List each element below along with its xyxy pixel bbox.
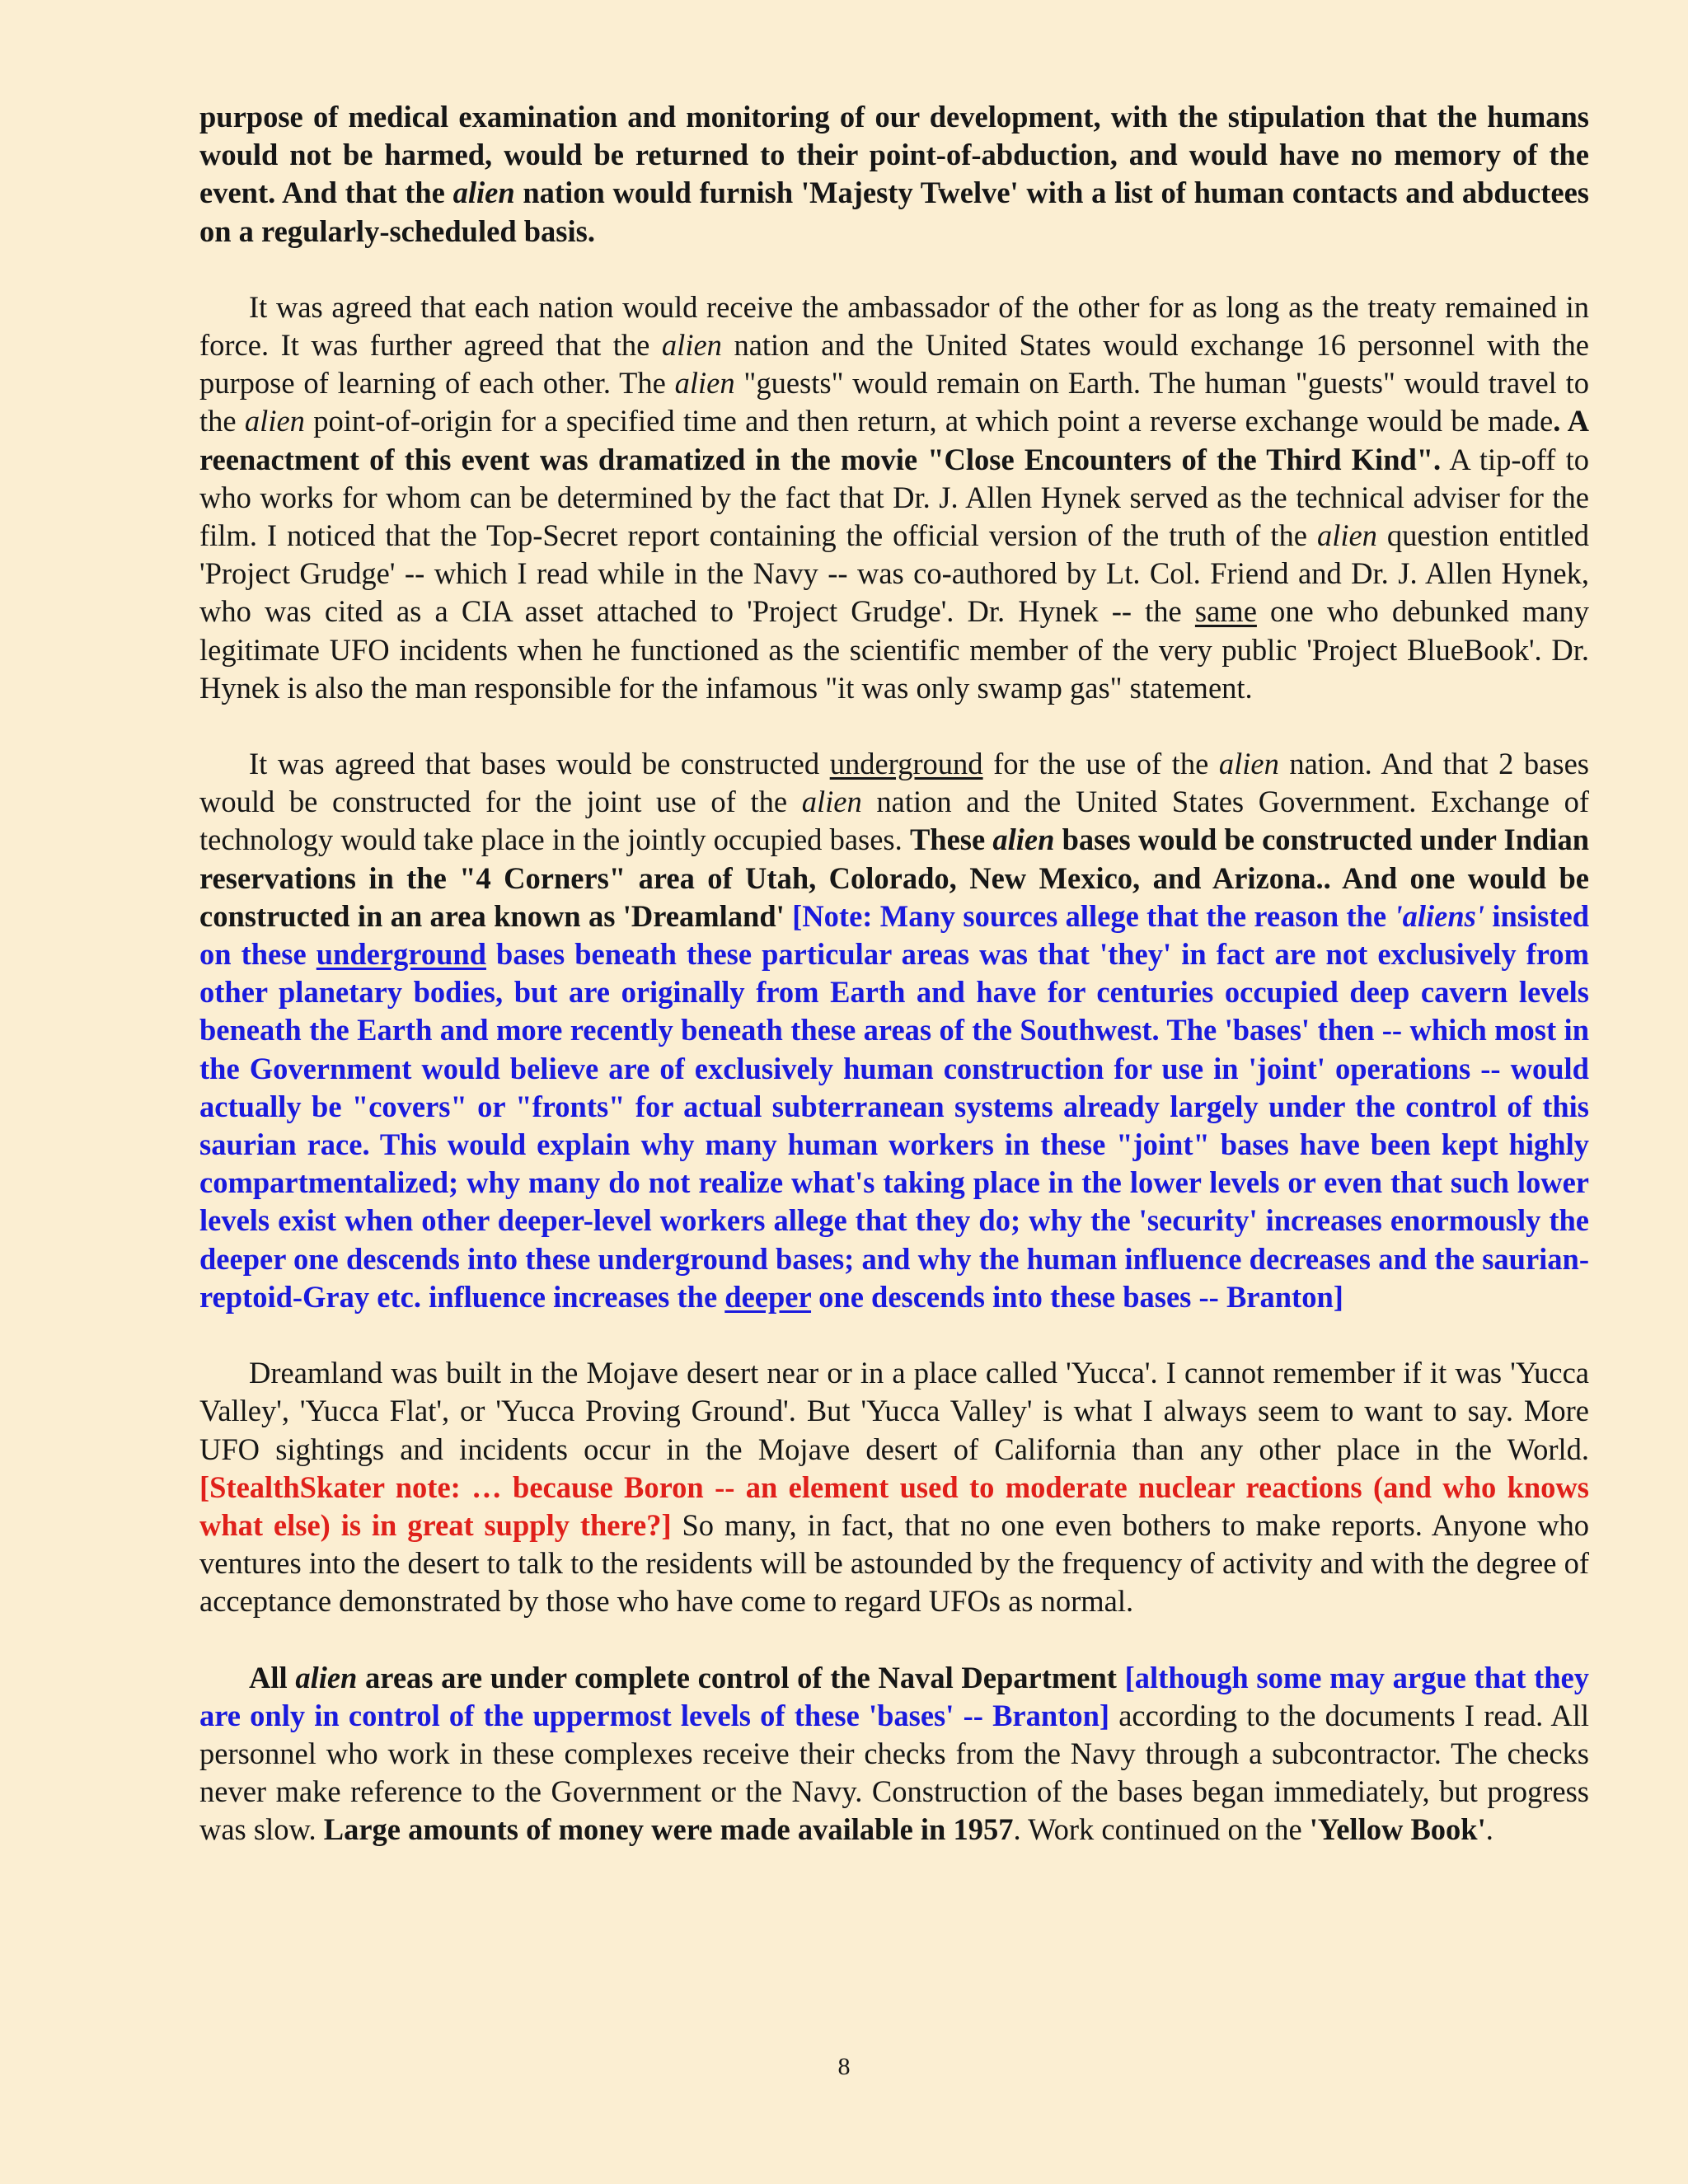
- text-span: So many, in fact, that no one even bothers to make reports. Anyone who ventures into the desert to talk to the residents will be astounded by the frequency of activity and with the degree of acceptance demonstrated by those who have come to regard UFOs as normal.: [199, 1507, 1589, 1619]
- text-span: It was agreed that each nation would receive the ambassador of the other for as long as the treaty remained in force. It was further agreed that the: [199, 289, 1589, 363]
- paragraph-dreamland: [199, 1354, 1589, 1620]
- note-span: bases beneath these particular areas was that 'they' in fact are not exclusively from other planetary bodies, but are originally from Earth and have for centuries occupied deep cavern levels beneath the Earth and more recently beneath these areas of the Southwest. The 'bases' then -- which most in the Government would believe are of exclusively human construction for use in 'joint' operations -- would actually be "covers" or "fronts" for actual subterranean systems already largely under the control of this saurian race. This would explain why many human workers in these "joint" bases have been kept highly compartmentalized; why many do not realize what's taking place in the lower levels or even that such lower levels exist when other deeper-level workers allege that they do; why the 'security' increases enormously the deeper one descends into these underground bases; and why the human influence decreases and the saurian-reptoid-Gray etc. influence increases the: [199, 937, 1590, 1314]
- paragraph-treaty-terms: [199, 98, 1589, 251]
- underlined-word: underground: [829, 747, 983, 781]
- text-span: nation and the United States would exchange 16 personnel with the purpose of learning of each other. The: [199, 328, 1589, 401]
- underlined-word: deeper: [724, 1279, 812, 1314]
- text-span: nation. And that 2 bases would be constructed for the joint use of the: [199, 747, 1589, 819]
- alien-italic: alien: [452, 176, 515, 210]
- underlined-word: underground: [316, 937, 486, 972]
- alien-italic: alien: [244, 404, 305, 438]
- text-span: [785, 899, 792, 933]
- branton-note: [although some may argue that they are only in control of the uppermost levels of these 'bases' -- Branton]: [199, 1660, 1589, 1732]
- underlined-word: same: [1194, 594, 1257, 629]
- alien-italic: alien: [1316, 518, 1377, 553]
- text-span: question entitled 'Project Grudge' -- which I read while in the Navy -- was co-authored by Lt. Col. Friend and Dr. J. Allen Hynek, who was cited as a CIA asset attached to 'Project Grudge'. Dr. Hynek -- the: [199, 518, 1589, 629]
- alien-italic: alien: [801, 785, 862, 819]
- text-span: . Work continued on the: [1013, 1812, 1310, 1847]
- bold-span: areas are under complete control of the Naval Department: [357, 1660, 1125, 1694]
- text-span: nation would furnish 'Majesty Twelve' with a list of human contacts and abductees on a regularly-scheduled basis.: [199, 176, 1589, 248]
- bold-span: . A reenactment of this event was dramatized in the movie "Close Encounters of the Third Kind".: [199, 404, 1589, 476]
- text-span: nation and the United States Government. Exchange of technology would take place in the jointly occupied bases.: [199, 785, 1589, 857]
- branton-note: [199, 899, 1589, 1314]
- alien-italic: alien: [674, 366, 735, 401]
- bold-span: These: [909, 823, 993, 857]
- bold-span: All: [249, 1660, 296, 1694]
- text-span: .: [1485, 1812, 1493, 1847]
- text-span: "guests" would remain on Earth. The human "guests" would travel to the: [199, 366, 1589, 438]
- text-span: purpose of medical examination and monitoring of our development, with the stipulation that the humans would not be harmed, would be returned to their point-of-abduction, and would have no memory of the event. And that the: [199, 100, 1589, 210]
- paragraph-ambassador-exchange: [199, 288, 1589, 707]
- alien-italic: alien: [295, 1660, 358, 1694]
- alien-italic: alien: [992, 823, 1055, 857]
- text-span: according to the documents I read. All personnel who work in these complexes receive their checks from the Navy through a subcontractor. The checks never make reference to the Government or the Navy. Construction of the bases began immediately, but progress was slow.: [199, 1698, 1590, 1847]
- note-span: one descends into these bases -- Branton]: [811, 1279, 1343, 1314]
- paragraph-underground-bases: [199, 745, 1589, 1316]
- page-number: 8: [837, 2053, 851, 2080]
- text-span: Dreamland was built in the Mojave desert near or in a place called 'Yucca'. I cannot remember if it was 'Yucca Valley', 'Yucca Flat', or 'Yucca Proving Ground'. But 'Yucca Valley' is what I always seem to want to say. More UFO sightings and incidents occur in the Mojave desert of California than any other place in the World.: [199, 1356, 1589, 1466]
- text-span: for the use of the: [982, 747, 1219, 781]
- note-span: [Note: Many sources allege that the reason the: [792, 898, 1395, 933]
- bold-span: bases would be constructed under Indian reservations in the "4 Corners" area of Utah, Colorado, New Mexico, and Arizona.. And one would be constructed in an area known as 'Dreamland': [199, 823, 1590, 933]
- aliens-italic: 'aliens': [1394, 898, 1485, 933]
- stealthskater-note: [StealthSkater note: … because Boron -- an element used to moderate nuclear reactions (and who knows what else) is in great supply there?]: [199, 1469, 1589, 1542]
- note-span: insisted on these: [199, 898, 1590, 972]
- alien-italic: alien: [1218, 747, 1279, 781]
- text-span: It was agreed that bases would be constructed: [249, 747, 830, 781]
- paragraph-naval-control: [199, 1659, 1589, 1849]
- text-span: point-of-origin for a specified time and then return, at which point a reverse exchange would be made: [304, 404, 1554, 438]
- bold-span: 'Yellow Book': [1309, 1812, 1486, 1847]
- alien-italic: alien: [661, 328, 722, 363]
- bold-span: Large amounts of money were made available in 1957: [323, 1812, 1014, 1847]
- text-span: A tip-off to who works for whom can be determined by the fact that Dr. J. Allen Hynek served as the technical adviser for the film. I noticed that the Top-Secret report containing the official version of the truth of the: [199, 442, 1589, 553]
- text-span: one who debunked many legitimate UFO incidents when he functioned as the scientific member of the very public 'Project BlueBook'. Dr. Hynek is also the man responsible for the infamous "it was only swamp gas" statement.: [199, 594, 1589, 705]
